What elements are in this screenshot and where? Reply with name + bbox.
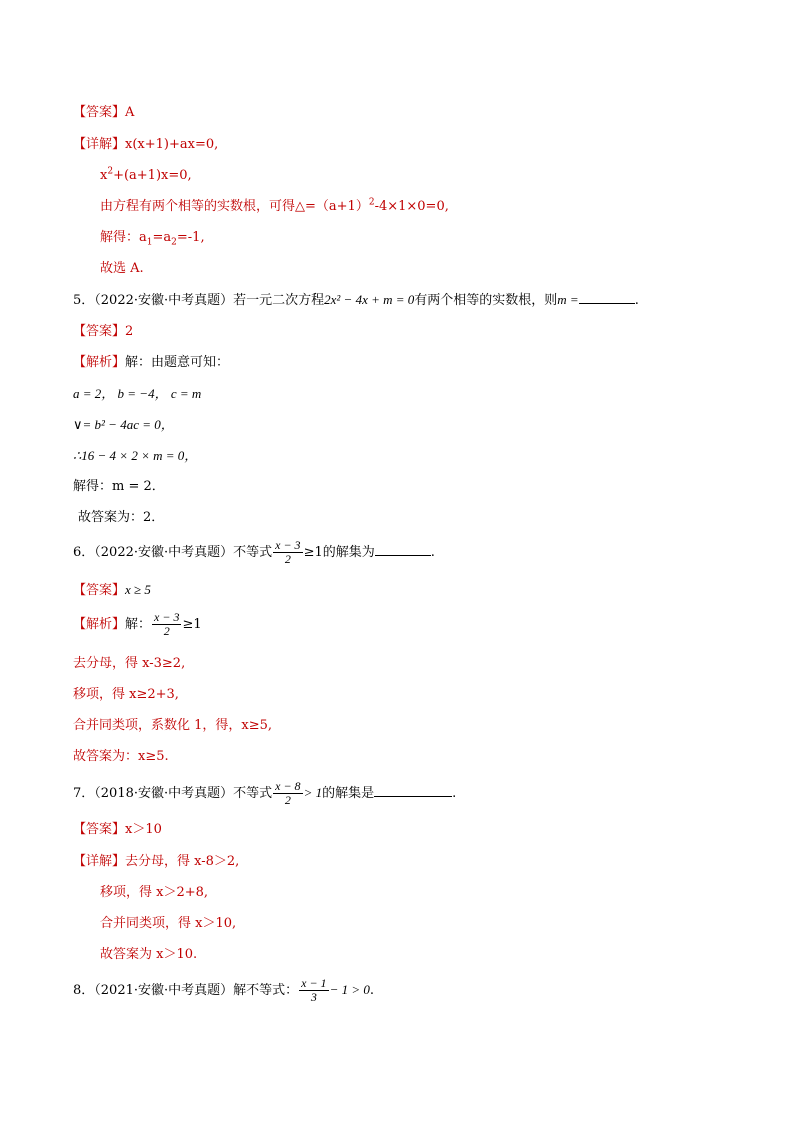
q6-analysis-5: 故答案为：x≥5.	[73, 749, 169, 764]
q5-analysis-5: 解得：m = 2．	[73, 479, 165, 494]
q6-analysis-fraction: $\frac{x - 3}{2}$	[154, 610, 180, 638]
q6-analysis-4: 合并同类项，系数化 1，得，x≥5,	[73, 718, 273, 733]
q7-detail-3: 合并同类项，得 x＞10,	[100, 916, 237, 931]
q5-answer-line: 【答案】2	[73, 324, 134, 339]
answer-blank[interactable]	[579, 291, 635, 304]
q4-detail-3: 由方程有两个相等的实数根，可得$\triangle=(a+1)^2-4\times 1\times 0=0$,	[100, 197, 449, 214]
q5-analysis-6: 故答案为：2．	[78, 510, 165, 525]
q6-analysis-2: 去分母，得 x-3≥2,	[73, 656, 186, 671]
q4-detail-2: $x^2+(a+1)x=0$,	[100, 166, 192, 183]
q4-detail-4: 解得：$a_1=a_2=-1$,	[100, 230, 205, 248]
q6-fraction: $\frac{x - 3}{2}$	[275, 538, 301, 566]
q6-analysis-3: 移项，得 x≥2+3,	[73, 687, 179, 702]
q6-analysis-line: 【解析】解： $\frac{x - 3}{2}$ ≥1	[73, 610, 202, 638]
q5-analysis-line: 【解析】解：由题意可知：	[73, 355, 230, 370]
q5-stem: 5．（2022·安徽·中考真题）若一元二次方程2x² − 4x + m = 0有两个相等的实数根，则m = .	[73, 292, 639, 308]
q8-fraction: $\frac{x - 1}{3}$	[301, 976, 327, 1004]
q7-detail-2: 移项，得 x＞2+8,	[100, 885, 209, 900]
answer-tag: 【答案】	[73, 105, 126, 120]
q6-answer-line: 【答案】x ≥ 5	[73, 582, 151, 598]
q7-answer: x＞10	[125, 822, 162, 837]
q6-stem: 6．（2022·安徽·中考真题）不等式 $\frac{x - 3}{2}$ ≥1的解集为 .	[73, 538, 435, 566]
q5-analysis-4: ∴16 − 4 × 2 × m = 0，	[73, 448, 198, 463]
q4-detail-1: x(x+1)+ax=0,	[125, 137, 219, 152]
q7-detail-4: 故答案为 x＞10.	[100, 947, 198, 962]
q4-detail-5: 故选 A.	[100, 261, 144, 276]
q5-analysis-3: ∨= b² − 4ac = 0，	[73, 417, 174, 432]
q7-detail-line: 【详解】去分母，得 x-8＞2,	[73, 854, 240, 869]
q7-fraction: $\frac{x - 8}{2}$	[275, 779, 301, 807]
q4-answer-line	[73, 104, 134, 122]
q4-answer: A	[125, 105, 135, 120]
q8-stem: 8．（2021·安徽·中考真题）解不等式： $\frac{x - 1}{3}$ − 1 > 0.	[73, 976, 374, 1004]
answer-blank[interactable]	[374, 784, 452, 797]
q6-answer: x ≥ 5	[125, 582, 151, 597]
q5-equation: 2x² − 4x + m = 0	[324, 292, 415, 307]
q5-answer: 2	[125, 324, 134, 339]
q7-stem: 7．（2018·安徽·中考真题）不等式 $\frac{x - 8}{2}$ > 1的解集是 .	[73, 779, 457, 807]
answer-blank[interactable]	[375, 543, 431, 556]
q4-detail-line	[73, 136, 218, 154]
q5-analysis-2: a = 2， b = −4， c = m	[73, 386, 202, 401]
detail-tag: 【详解】	[73, 137, 126, 152]
q7-answer-line: 【答案】x＞10	[73, 822, 162, 837]
